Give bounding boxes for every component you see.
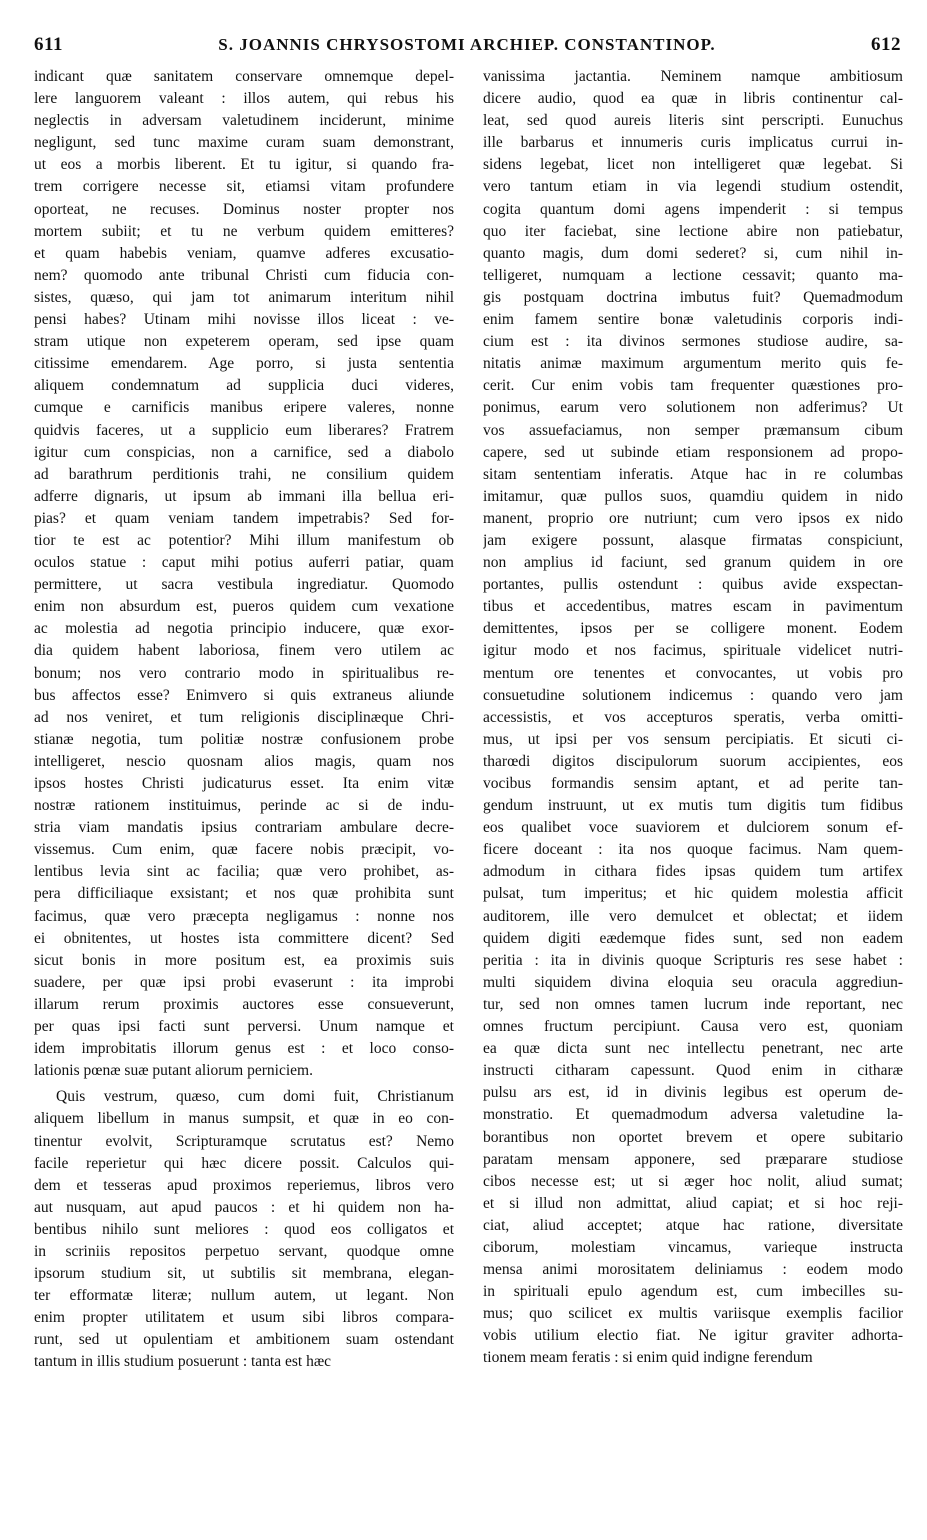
text-line: trem corrigere necesse sit, etiamsi vitam profundere (34, 178, 454, 196)
text-line: cerit. Cur enim vobis tam frequenter quæstiones pro- (483, 377, 903, 395)
text-line: borantibus non oportet brevem et opere subitario (483, 1128, 903, 1146)
text-line: mus, ut ipsi per vos sensum percipiatis. Et sicuti ci- (483, 730, 903, 748)
text-line: aliquem libellum in manus sumpsit, et quæ in eo con- (34, 1110, 454, 1128)
text-line: lentibus levia sint ac facilia; quæ vero prohibet, as- (34, 863, 454, 881)
text-line: et quam habebis veniam, quamve adferes excusatio- (34, 244, 454, 262)
text-line: sidens legebat, licet non intelligeret quæ legebat. Si (483, 156, 903, 174)
text-line: pulsu ars est, id in divinis legibus est operum de- (483, 1084, 903, 1102)
right-text-column (483, 66, 903, 1532)
text-line: instructi citharam capessunt. Quod enim in citharæ (483, 1062, 903, 1080)
text-line: facimus, quæ vero præcepta negligamus : nonne nos (34, 907, 454, 925)
text-line: cibos necesse est; ut si æger hoc nolit, aliud sumat; (483, 1172, 903, 1190)
text-line: quidem digiti eædemque fides sunt, sed non eadem (483, 929, 903, 947)
text-line: demittentes, ipsos per se colligere monent. Eodem (483, 620, 903, 638)
text-line: in spirituali epulo agendum est, cum imbecilles su- (483, 1283, 903, 1301)
page-number-left: 611 (34, 34, 63, 55)
text-line: neglectis in adversam valetudinem inciderunt, minime (34, 112, 454, 130)
text-line: enim non absurdum est, pueros quidem cum vexatione (34, 598, 454, 616)
text-line: vocibus formandis sensim aptant, et ad perite tan- (483, 775, 903, 792)
text-line: eos qualibet voce suaviorem et dulciorem sonum ef- (483, 819, 903, 837)
text-line: nitatis animæ maximum argumentum merito quis fe- (483, 355, 903, 373)
text-line: negligunt, sed tunc maxime curam suam demonstrant, (34, 134, 454, 152)
text-line: et si illud non admittat, aliud capiat; et si hoc reji- (483, 1194, 903, 1212)
text-line: oporteat, ne recuses. Dominus noster propter nos (34, 200, 454, 218)
text-line: aliquem condemnatum ad supplicia duci videres, (34, 377, 454, 395)
text-line: sistes, quæso, qui jam tot animarum interitum nihil (34, 288, 454, 306)
text-line: stianæ negotia, tum politiæ nostræ confusionem probe (34, 730, 454, 748)
text-line: portantes, pullis ostendunt : quibus avide exspectan- (483, 576, 903, 594)
text-line: mus; quo scilicet ex multis variisque exemplis facilior (483, 1305, 903, 1323)
text-line: tharœdi digitos discipulorum suorum accipientes, eos (483, 752, 903, 770)
text-line: permittere, ut sacra vestibula ingrediatur. Quomodo (34, 576, 454, 594)
text-line: igitur modo et nos facimus, spirituale videlicet nutri- (483, 642, 903, 660)
text-line: igitur cum conspicias, non a carnifice, sed a diabolo (34, 443, 454, 461)
text-line: multi siquidem divina eloquia seu oracula aggrediun- (483, 973, 903, 991)
text-line: per quas ipsi facti sunt perversi. Unum namque et (34, 1018, 454, 1036)
text-line: ciborum, molestiam vincamus, varieque instructa (483, 1238, 903, 1256)
text-line: in scriniis repositos perpetuo servant, quodque omne (34, 1242, 454, 1260)
text-line: indicant quæ sanitatem conservare omnemque depel- (34, 68, 454, 85)
text-line: vanissima jactantia. Neminem namque ambitiosum (483, 68, 903, 85)
text-line: sicut bonis in more positum est, ea proximis suis (34, 951, 454, 969)
text-line: ad nos veniret, et tum religionis disciplinæque Chri- (34, 708, 454, 726)
text-line: lere languorem valeant : illos autem, qui rebus his (34, 90, 454, 108)
text-line: tantum in illis studium posuerunt : tanta est hæc (34, 1353, 332, 1371)
text-line: pera difficiliaque exsistant; et nos quæ prohibita sunt (34, 885, 454, 903)
text-line: ut eos a morbis liberent. Et tu igitur, si quando fra- (34, 156, 454, 174)
text-line: ciat, aliud acceptet; atque hac ratione, diversitate (483, 1216, 903, 1234)
text-line: omnes fructum percipiunt. Causa vero est, quoniam (483, 1018, 903, 1036)
text-line: ficere doceant : ita nos quoque facimus. Nam quem- (483, 841, 903, 859)
text-line: runt, sed ut opulentiam et ambitionem suam ostendant (34, 1331, 454, 1349)
text-line: ac molestia ad negotia principio inducere, quæ exor- (34, 620, 454, 638)
text-line: capere, sed ut subinde etiam responsionem ad propo- (483, 443, 903, 461)
text-line: enim propter utilitatem et usum sibi libros compara- (34, 1309, 454, 1327)
text-line: ad barathrum perditionis trahi, ne consilium quidem (34, 465, 454, 483)
text-line: illarum rerum proximis auctores esse consueverunt, (34, 995, 454, 1013)
text-line: citissime emendarem. Age porro, si justa sententia (34, 355, 454, 373)
text-line: telligeret, numquam a lectione cessavit; quanto ma- (483, 266, 903, 284)
text-line: consuetudine solutionem indicemus : quando vero jam (483, 686, 903, 704)
text-line: tionem meam feratis : si enim quid indigne ferendum (483, 1349, 813, 1367)
text-line: jam exigere possunt, alasque firmatas conspiciunt, (483, 531, 903, 549)
text-line: admodum in cithara fides ipsas quidem tum artifex (483, 863, 903, 881)
text-line: stram utique non expeterem operam, sed ipse quam (34, 333, 454, 351)
text-line: quo iter faciebat, sine lectione abire non patiebatur, (483, 222, 903, 240)
text-line: paratam mensam apponere, sed præparare studiose (483, 1150, 903, 1168)
text-line: stria viam mandatis ipsius contrariam ambulare decre- (34, 819, 454, 837)
text-line: manent, proprio ore nutriunt; cum vero ipsos ex nido (483, 509, 903, 527)
text-line: bentibus nihilo sunt meliores : quod eos colligatos et (34, 1220, 454, 1238)
text-line: idem improbitatis illorum genus est : et loco conso- (34, 1040, 454, 1058)
text-line: quanto magis, dum domi sederet? si, cum nihil in- (483, 244, 903, 262)
text-line: vero tantum etiam in via legendi studium ostendit, (483, 178, 903, 196)
text-line: bonum; nos vero contrario modo in spiritualibus re- (34, 664, 454, 682)
text-line: lationis pœnæ suæ putant aliorum perniciem. (34, 1062, 313, 1080)
text-line: vos assuefaciamus, non semper præmansum cibum (483, 421, 903, 439)
text-line: mentum ore tenentes et convocantes, ut vobis pro (483, 664, 903, 682)
text-line: cium est : ita divinos sermones studiose audire, sa- (483, 333, 903, 351)
running-title: S. JOANNIS CHRYSOSTOMI ARCHIEP. CONSTANTINOP. (218, 35, 716, 54)
text-line: vissemus. Cum enim, quæ facere nobis præcipit, vo- (34, 841, 454, 859)
text-line: sitam sententiam inferatis. Atque hac in re columbas (483, 465, 903, 483)
text-line: cumque e carnificis manibus eripere valeres, nonne (34, 399, 454, 417)
text-line: ei obnitentes, ut hostes ista committere dicent? Sed (34, 929, 454, 947)
text-line: dia quidem habent laboriosa, finem vero utilem ac (34, 642, 454, 660)
text-line: tibus et accedentibus, matres escam in pavimentum (483, 598, 903, 616)
text-line: peritia : ita in divinis quoque Scripturis res sese habet : (483, 951, 903, 969)
text-line: vobis utilium electio fiat. Ne igitur graviter adhorta- (483, 1327, 903, 1345)
text-line: dicere audio, quod ea quæ in libris continentur cal- (483, 90, 903, 108)
text-line: non amplius id faciunt, sed granum quidem in ore (483, 554, 903, 572)
text-line: monstratio. Et quemadmodum adversa valetudine la- (483, 1106, 903, 1124)
text-line: Quis vestrum, quæso, cum domi fuit, Christianum (56, 1088, 454, 1106)
text-line: nem? quomodo ante tribunal Christi cum fiducia con- (34, 266, 454, 284)
text-line: pensi habes? Utinam mihi novisse illos liceat : ve- (34, 311, 454, 329)
text-line: tior te est ac potentior? Mihi illum manifestum ob (34, 531, 454, 549)
text-line: adferre dignaris, ut ipsum ab immani illa bellua eri- (34, 487, 454, 505)
page-number-right: 612 (870, 34, 901, 55)
text-line: gis postquam doctrina imbutus fuit? Quemadmodum (483, 288, 903, 306)
text-line: pulsat, tum imperitus; et hic quidem molestia afficit (483, 885, 903, 903)
text-line: accessistis, et vos accepturos speratis, verba omitti- (483, 708, 903, 726)
text-line: ter efformatæ literæ; nullum autem, ut legant. Non (34, 1287, 454, 1305)
text-line: facile reperietur qui hæc dicere possit. Calculos qui- (34, 1154, 454, 1172)
text-line: oculos statue : caput mihi potius auferri patiar, quam (34, 554, 454, 572)
text-line: ipsorum studium sit, ut subtilis sit membrana, elegan- (34, 1265, 454, 1283)
text-line: quidvis faceres, ut a supplicio eum liberares? Fratrem (34, 421, 454, 439)
text-line: ipsos hostes Christi judicaturus esset. Ita enim vitæ (34, 775, 454, 792)
text-line: cogita quantum domi agens impenderit : si tempus (483, 200, 903, 218)
text-line: ea quæ dicta sunt nec intellectu penetrant, nec arte (483, 1040, 903, 1058)
text-line: tinentur evolvit, Scripturamque scrutatus est? Nemo (34, 1132, 454, 1150)
text-line: mensa animi morositatem deliniamus : eodem modo (483, 1261, 903, 1279)
running-header (34, 34, 901, 58)
text-line: mortem subiit; et tu ne verbum quidem emitteres? (34, 222, 454, 240)
text-line: enim famem sentire bonæ valetudinis corporis indi- (483, 311, 903, 329)
text-line: ponimus, earum vero solutionem non adferimus? Ut (483, 399, 903, 417)
text-line: suadere, per quæ ipsi probi evaserunt : ita improbi (34, 973, 454, 991)
text-line: tur, sed non omnes tamen lucrum inde reportant, nec (483, 995, 903, 1013)
text-line: aut nusquam, aut apud paucos : et hi quidem non ha- (34, 1198, 454, 1216)
text-line: imitamur, quæ pullos suos, quamdiu quidem in nido (483, 487, 903, 505)
text-line: pias? et quam veniam tandem impetrabis? Sed for- (34, 509, 454, 527)
text-line: dem et tesseras apud proximos reperiemus, libros vero (34, 1176, 454, 1194)
text-line: auditorem, ille vero demulcet et oblectat; et iidem (483, 907, 903, 925)
text-columns (34, 66, 903, 1532)
text-line: bus affectos esse? Enimvero si quis extraneus aliunde (34, 686, 454, 704)
text-line: ille barbarus et innumeris curis implicatus currui in- (483, 134, 903, 152)
text-line: leat, sed quod aureis literis sint perscripti. Eunuchus (483, 112, 903, 130)
left-text-column (34, 66, 454, 1532)
text-line: nostræ rationem instituimus, perinde ac si de indu- (34, 797, 454, 815)
text-line: intelligeret, nescio quosnam alios magis, quam nos (34, 752, 454, 770)
text-line: gendum instruunt, ut ex mutis tum digitis tum fidibus (483, 797, 903, 815)
